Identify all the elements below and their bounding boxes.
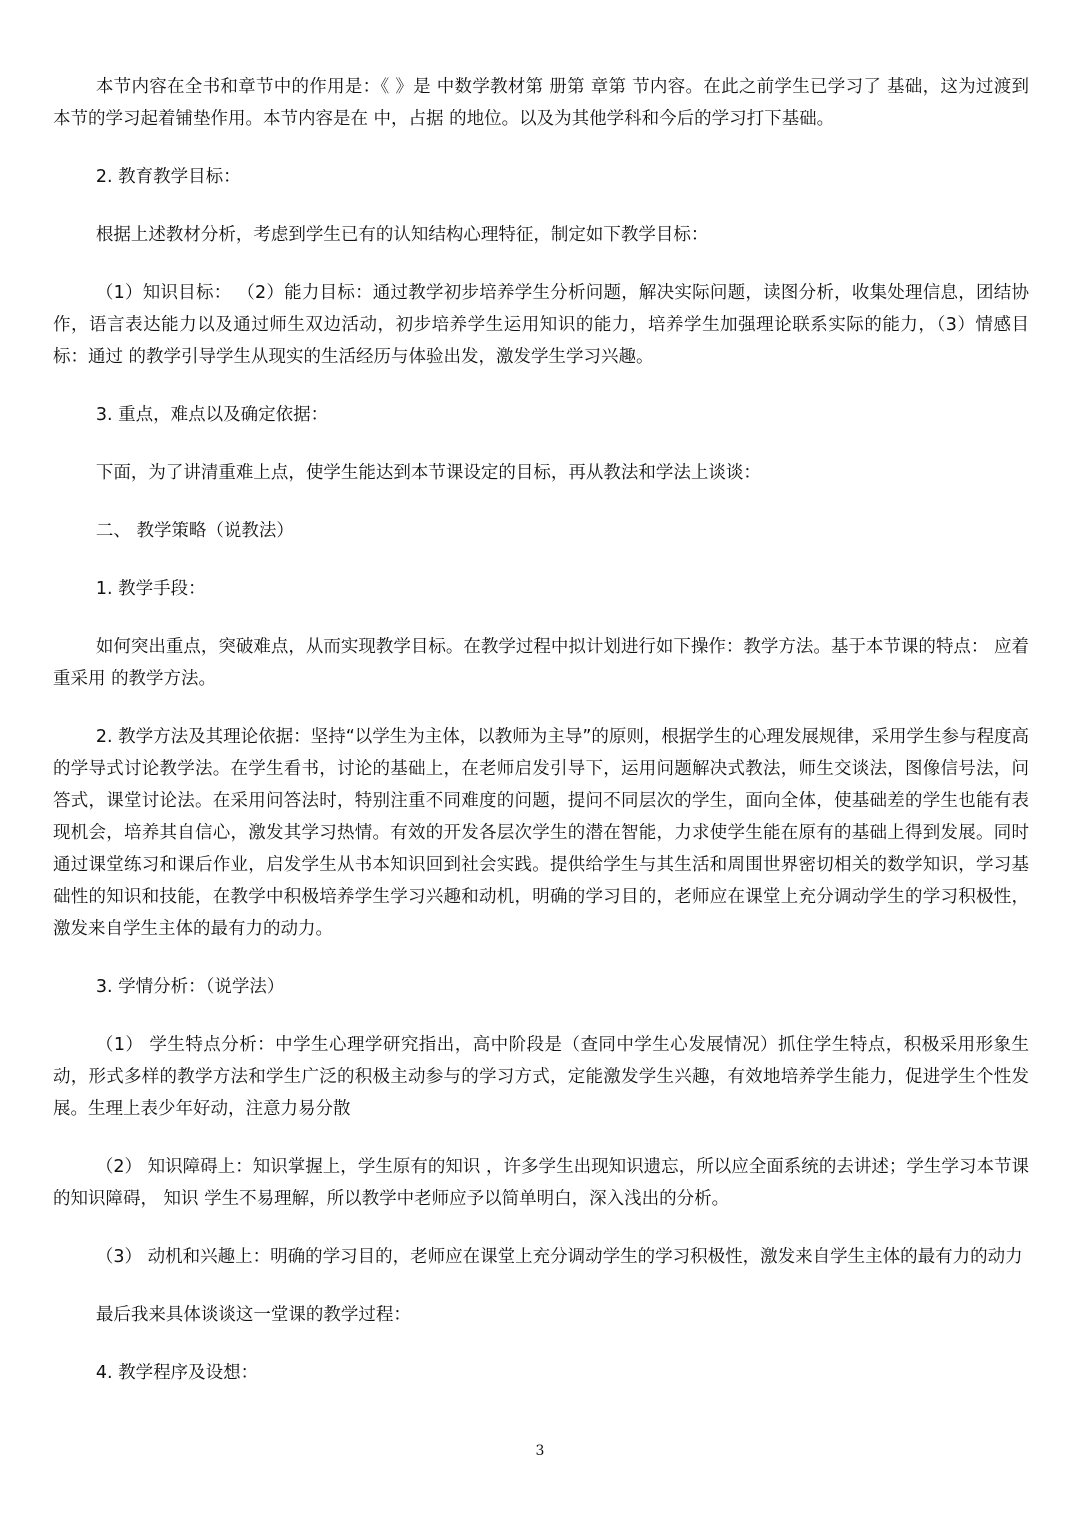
paragraph-transition: 下面，为了讲清重难上点，使学生能达到本节课设定的目标，再从教法和学法上谈谈：	[95, 463, 761, 483]
paragraph-student-traits: （1） 学生特点分析：中学生心理学研究指出，高中阶段是（查同中学生心发展情况）抓住学生特点，积极采用形象生动，形式多样的教学方法和学生广泛的积极主动参与的学习方式，定能激发学生兴趣，有效地培养学生能力，促进学生个性发展。生理上表少年好动，注意力易分散	[53, 1035, 1029, 1119]
paragraph-teaching-means: 如何突出重点，突破难点，从而实现教学目标。在教学过程中拟计划进行如下操作：教学方法。基于本节课的特点： 应着重采用 的教学方法。	[53, 637, 1029, 689]
heading-learner-analysis: 3. 学情分析：（说学法）	[95, 977, 285, 997]
heading-teaching-goals: 2. 教育教学目标：	[95, 167, 241, 187]
paragraph-knowledge-barriers: （2） 知识障碍上：知识掌握上，学生原有的知识 ，许多学生出现知识遗忘，所以应全面系统的去讲述；学生学习本节课的知识障碍， 知识 学生不易理解，所以教学中老师应予以简单明白，深入浅出的分析。	[53, 1157, 1029, 1209]
heading-teaching-strategy: 二、 教学策略（说教法）	[95, 521, 294, 541]
paragraph-teaching-methods: 2. 教学方法及其理论依据：坚持“以学生为主体，以教师为主导”的原则，根据学生的心理发展规律，采用学生参与程度高的学导式讨论教学法。在学生看书，讨论的基础上，在老师启发引导下，运用问题解决式教法，师生交谈法，图像信号法，问答式，课堂讨论法。在采用问答法时，特别注重不同难度的问题，提问不同层次的学生，面向全体，使基础差的学生也能有表现机会，培养其自信心，激发其学习热情。有效的开发各层次学生的潜在智能，力求使学生能在原有的基础上得到发展。同时通过课堂练习和课后作业，启发学生从书本知识回到社会实践。提供给学生与其生活和周围世界密切相关的数学知识，学习基础性的知识和技能，在教学中积极培养学生学习兴趣和动机，明确的学习目的，老师应在课堂上充分调动学生的学习积极性，激发来自学生主体的最有力的动力。	[53, 727, 1029, 939]
paragraph-motivation: （3） 动机和兴趣上：明确的学习目的，老师应在课堂上充分调动学生的学习积极性，激发来自学生主体的最有力的动力	[95, 1247, 1023, 1267]
paragraph-process-intro: 最后我来具体谈谈这一堂课的教学过程：	[95, 1305, 411, 1325]
paragraph-goals-intro: 根据上述教材分析，考虑到学生已有的认知结构心理特征，制定如下教学目标：	[95, 225, 709, 245]
heading-teaching-procedure: 4. 教学程序及设想：	[95, 1363, 259, 1383]
paragraph-chapter-role: 本节内容在全书和章节中的作用是：《 》是 中数学教材第 册第 章第 节内容。在此之前学生已学习了 基础，这为过渡到本节的学习起着铺垫作用。本节内容是在 中，占据 的地位。以及为其他学科和今后的学习打下基础。	[53, 77, 1029, 129]
page-number: 3	[535, 1443, 545, 1459]
heading-teaching-means: 1. 教学手段：	[95, 579, 206, 599]
page-body	[53, 71, 1029, 1389]
heading-key-points: 3. 重点，难点以及确定依据：	[95, 405, 329, 425]
paragraph-goals-list: （1）知识目标： （2）能力目标：通过教学初步培养学生分析问题，解决实际问题，读图分析，收集处理信息，团结协作，语言表达能力以及通过师生双边活动，初步培养学生运用知识的能力，培养学生加强理论联系实际的能力，（3）情感目标：通过 的教学引导学生从现实的生活经历与体验出发，激发学生学习兴趣。	[53, 283, 1029, 367]
